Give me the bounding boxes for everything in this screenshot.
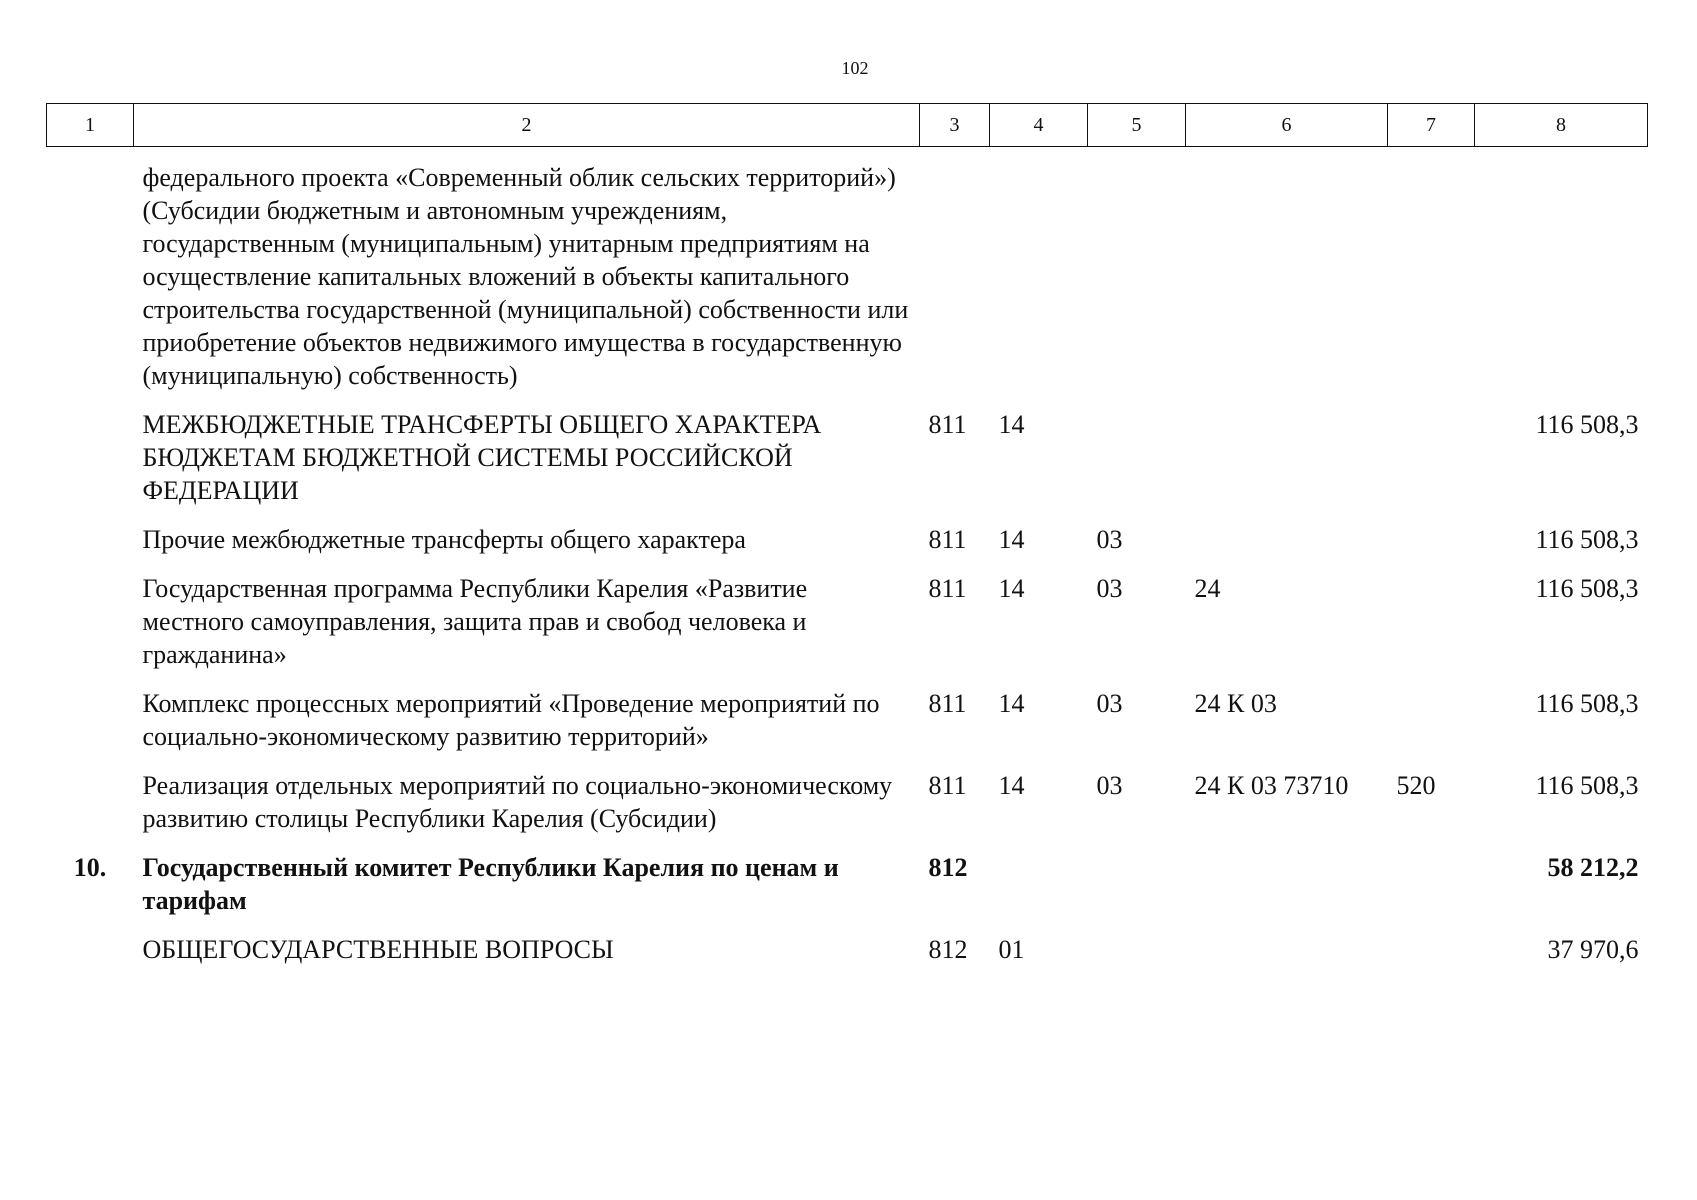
row-amount: 116 508,3 (1535, 689, 1639, 718)
row-amount: 116 508,3 (1535, 410, 1639, 439)
row-name: ОБЩЕГОСУДАРСТВЕННЫЕ ВОПРОСЫ (142, 935, 614, 964)
row-amount: 37 970,6 (1547, 935, 1639, 964)
row-subsection (1088, 408, 1186, 523)
row-section: 14 (998, 525, 1025, 554)
row-target-article (1186, 851, 1388, 933)
row-number (47, 523, 134, 572)
header-row (47, 104, 1648, 147)
row-subsection: 03 (1096, 525, 1123, 554)
row-expense-type (1388, 687, 1475, 769)
row-amount: 116 508,3 (1535, 574, 1639, 603)
row-number (47, 408, 134, 523)
table-row (47, 572, 1648, 687)
row-target-article (1186, 408, 1388, 523)
row-number (47, 769, 134, 851)
row-section: 14 (998, 689, 1025, 718)
table-row-ministry (47, 851, 1648, 933)
row-name: Комплекс процессных мероприятий «Проведение мероприятий по социально-экономическому развитию территорий» (142, 689, 880, 751)
row-target-article (1186, 523, 1388, 572)
row-expense-type (1388, 851, 1475, 933)
row-subsection (1088, 933, 1186, 982)
row-section: 14 (998, 574, 1025, 603)
row-target-article: 24 (1194, 574, 1221, 603)
row-subsection (1088, 851, 1186, 933)
row-admin-code: 811 (928, 689, 967, 718)
header-col-6: 6 (1186, 104, 1388, 147)
header-col-1: 1 (47, 104, 134, 147)
row-admin-code: 812 (928, 853, 968, 882)
row-target-article: 24 К 03 73710 (1194, 771, 1349, 800)
row-number (47, 687, 134, 769)
row-name: федерального проекта «Современный облик сельских территорий») (Субсидии бюджетным и автономным учреждениям, государственным (муниципальным) унитарным предприятиям на осуществление капитальных вложений в объекты капитального строительства государственной (муниципальной) собственности или приобретение объектов недвижимого имущества в государственную (муниципальную) собственность) (142, 163, 909, 390)
row-name: Государственная программа Республики Карелия «Развитие местного самоуправления, защита прав и свобод человека и гражданина» (142, 574, 808, 669)
row-expense-type (1388, 933, 1475, 982)
header-col-7: 7 (1388, 104, 1475, 147)
row-section: 14 (998, 771, 1025, 800)
row-admin-code: 812 (928, 935, 968, 964)
row-amount (1475, 147, 1648, 409)
table-row (47, 769, 1648, 851)
page-number: 102 (841, 58, 869, 78)
header-col-8: 8 (1475, 104, 1648, 147)
row-amount: 116 508,3 (1535, 771, 1639, 800)
row-number: 10. (73, 853, 107, 882)
row-amount: 116 508,3 (1535, 525, 1639, 554)
row-admin-code: 811 (928, 574, 967, 603)
row-section: 01 (998, 935, 1025, 964)
row-number (47, 933, 134, 982)
row-expense-type (1388, 147, 1475, 409)
row-expense-type (1388, 572, 1475, 687)
table-row (47, 408, 1648, 523)
header-col-4: 4 (990, 104, 1088, 147)
table-row (47, 933, 1648, 982)
row-number (47, 147, 134, 409)
row-target-article: 24 К 03 (1194, 689, 1277, 718)
row-target-article (1186, 933, 1388, 982)
row-subsection: 03 (1096, 574, 1123, 603)
row-subsection (1088, 147, 1186, 409)
row-section (990, 851, 1088, 933)
table-row (47, 147, 1648, 409)
header-col-2: 2 (134, 104, 920, 147)
row-admin-code (920, 147, 990, 409)
table-row (47, 523, 1648, 572)
header-col-5: 5 (1088, 104, 1186, 147)
row-name: Реализация отдельных мероприятий по социально-экономическому развитию столицы Республики Карелия (Субсидии) (142, 771, 893, 833)
row-section (990, 147, 1088, 409)
row-admin-code: 811 (928, 525, 967, 554)
table-row (47, 687, 1648, 769)
row-name: МЕЖБЮДЖЕТНЫЕ ТРАНСФЕРТЫ ОБЩЕГО ХАРАКТЕРА БЮДЖЕТАМ БЮДЖЕТНОЙ СИСТЕМЫ РОССИЙСКОЙ ФЕДЕРАЦИИ (142, 410, 822, 505)
budget-table (46, 103, 1648, 982)
row-section: 14 (998, 410, 1025, 439)
row-admin-code: 811 (928, 771, 967, 800)
row-expense-type (1388, 408, 1475, 523)
header-col-3: 3 (920, 104, 990, 147)
row-expense-type (1388, 523, 1475, 572)
row-number (47, 572, 134, 687)
row-admin-code: 811 (928, 410, 967, 439)
row-amount: 58 212,2 (1547, 853, 1639, 882)
row-expense-type: 520 (1396, 771, 1436, 800)
row-name: Государственный комитет Республики Карелия по ценам и тарифам (142, 853, 839, 915)
row-subsection: 03 (1096, 771, 1123, 800)
row-name: Прочие межбюджетные трансферты общего характера (142, 525, 746, 554)
row-target-article (1186, 147, 1388, 409)
row-subsection: 03 (1096, 689, 1123, 718)
